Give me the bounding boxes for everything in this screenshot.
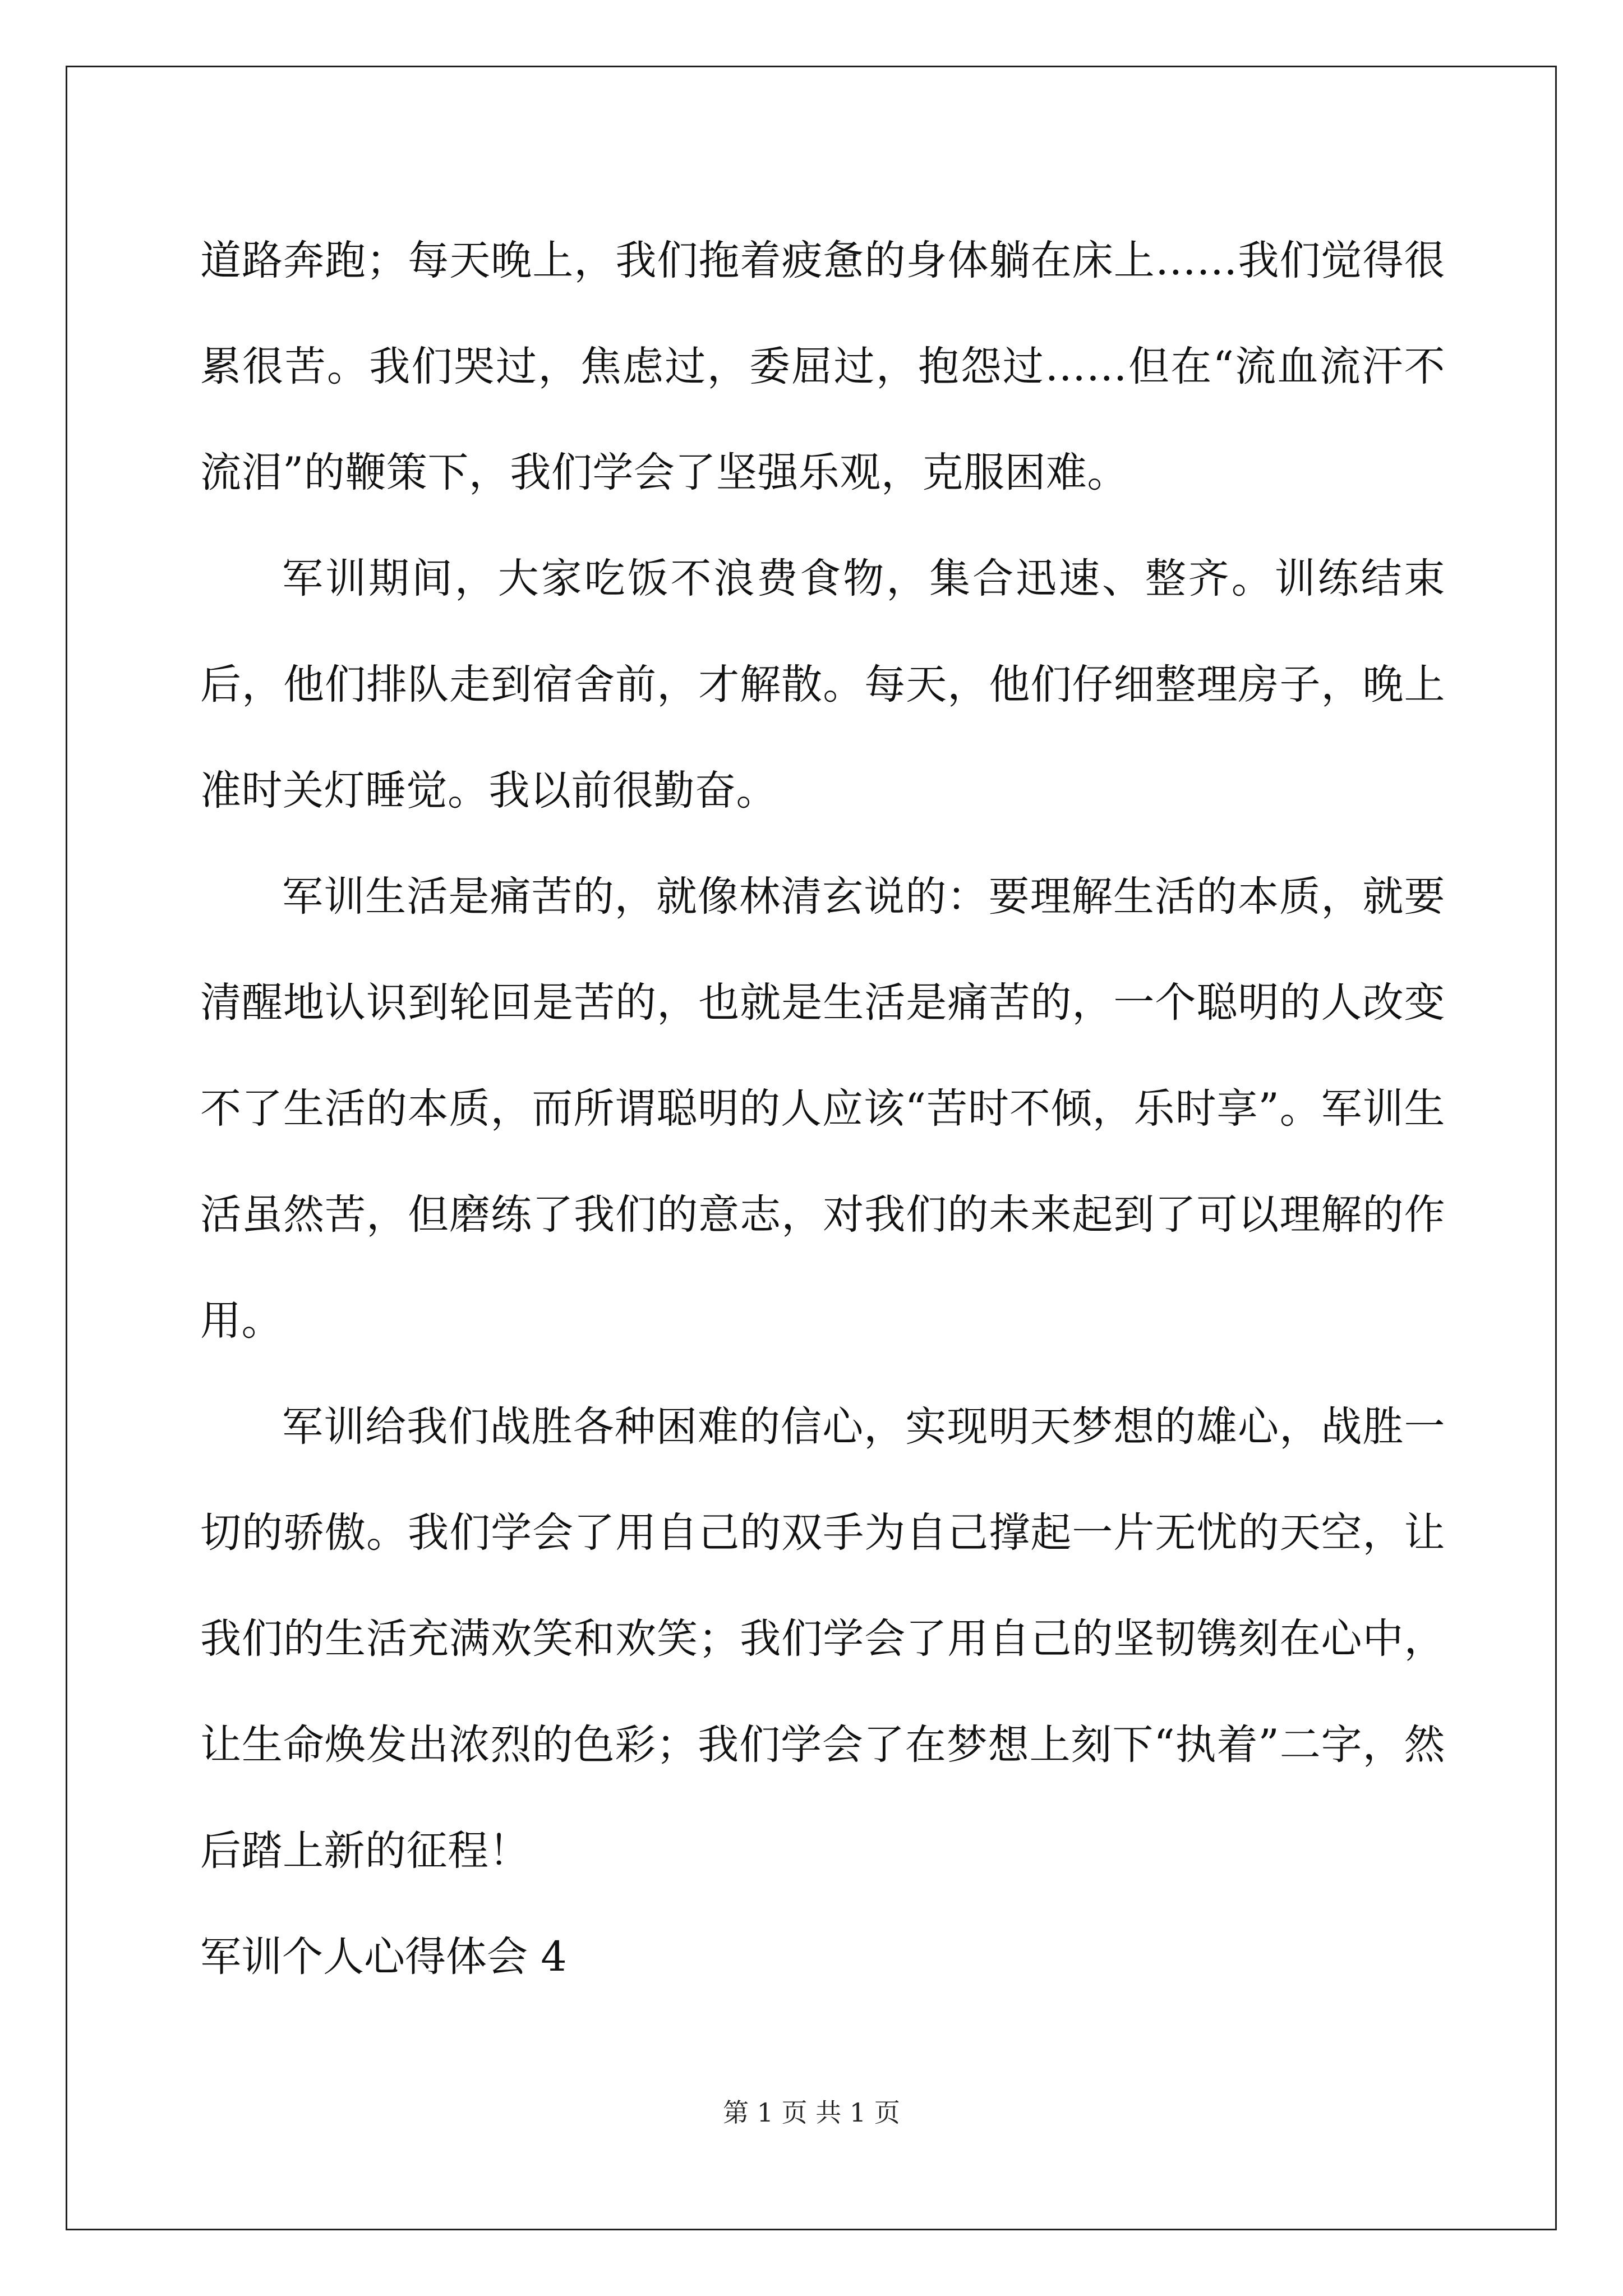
paragraph-confidence: 军训给我们战胜各种困难的信心，实现明天梦想的雄心，战胜一切的骄傲。我们学会了用自己的双手为自己撑起一片无忧的天空，让我们的生活充满欢笑和欢笑；我们学会了用自己的坚韧镌刻在心中，让生命焕发出浓烈的色彩；我们学会了在梦想上刻下“执着”二字，然后踏上新的征程！ bbox=[200, 1403, 1445, 1875]
paragraph-discipline: 军训期间，大家吃饭不浪费食物，集合迅速、整齐。训练结束后，他们排队走到宿舍前，才解散。每天，他们仔细整理房子，晚上准时关灯睡觉。我以前很勤奋。 bbox=[200, 555, 1445, 815]
paragraph-hardship: 军训生活是痛苦的，就像林清玄说的：要理解生活的本质，就要清醒地认识到轮回是苦的，也就是生活是痛苦的，一个聪明的人改变不了生活的本质，而所谓聪明的人应该“苦时不倾，乐时享”。军训生活虽然苦，但磨练了我们的意志，对我们的未来起到了可以理解的作用。 bbox=[200, 873, 1445, 1345]
page-footer: 第 1 页 共 1 页 bbox=[723, 2097, 900, 2128]
paragraph-continuation: 道路奔跑；每天晚上，我们拖着疲惫的身体躺在床上……我们觉得很累很苦。我们哭过，焦虑过，委屈过，抱怨过……但在“流血流汗不流泪”的鞭策下，我们学会了坚强乐观，克服困难。 bbox=[200, 237, 1445, 496]
section-heading: 军训个人心得体会 4 bbox=[200, 1933, 567, 1981]
document-body bbox=[200, 208, 1445, 2010]
